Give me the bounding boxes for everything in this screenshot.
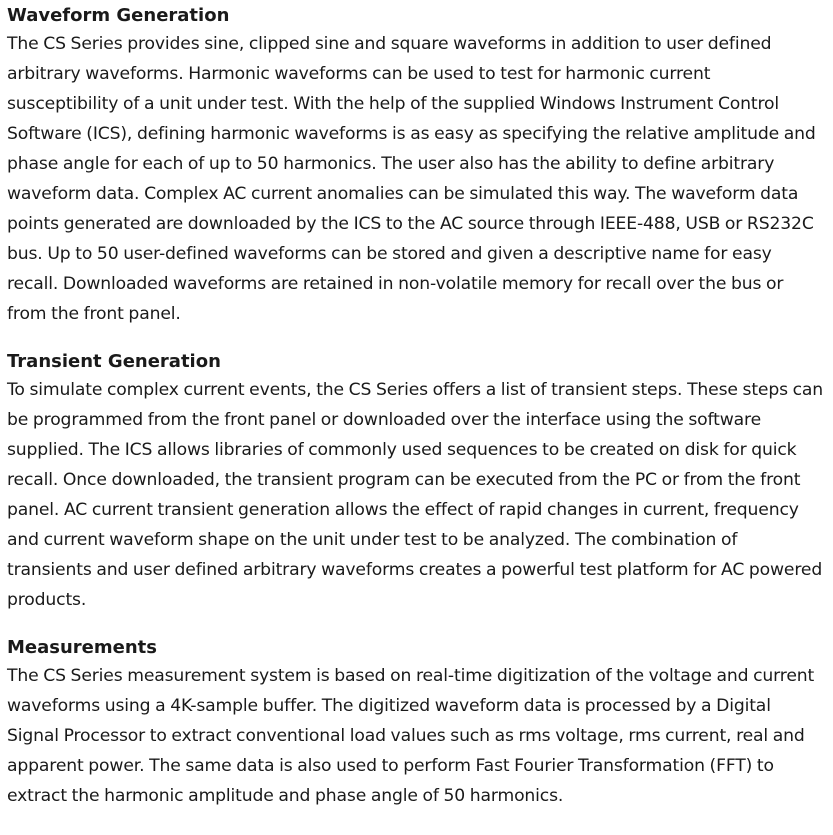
section-transient-generation: [7, 349, 825, 615]
section-body: To simulate complex current events, the CS Series offers a list of transient steps. These steps can be programmed from the front panel or downloaded over the interface using the software supplied. The ICS allows libraries of commonly used sequences to be created on disk for quick recall. Once downloaded, the transient program can be executed from the PC or from the front panel. AC current transient generation allows the effect of rapid changes in current, frequency and current waveform shape on the unit under test to be analyzed. The combination of transients and user defined arbitrary waveforms creates a powerful test platform for AC powered products.: [7, 380, 824, 610]
section-heading: Measurements: [7, 637, 157, 658]
section-body: The CS Series measurement system is based on real-time digitization of the voltage and current waveforms using a 4K-sample buffer. The digitized waveform data is processed by a Digital Signal Processor to extract conventional load values such as rms voltage, rms current, real and apparent power. The same data is also used to perform Fast Fourier Transformation (FFT) to extract the harmonic amplitude and phase angle of 50 harmonics.: [7, 666, 815, 806]
section-body: The CS Series provides sine, clipped sine and square waveforms in addition to user defined arbitrary waveforms. Harmonic waveforms can be used to test for harmonic current susceptibility of a unit under test. With the help of the supplied Windows Instrument Control Software (ICS), defining harmonic waveforms is as easy as specifying the relative amplitude and phase angle for each of up to 50 harmonics. The user also has the ability to define arbitrary waveform data. Complex AC current anomalies can be simulated this way. The waveform data points generated are downloaded by the ICS to the AC source through IEEE-488, USB or RS232C bus. Up to 50 user-defined waveforms can be stored and given a descriptive name for easy recall. Downloaded waveforms are retained in non-volatile memory for recall over the bus or from the front panel.: [7, 34, 816, 324]
section-measurements: [7, 635, 825, 811]
section-heading: Waveform Generation: [7, 5, 230, 26]
section-heading: Transient Generation: [7, 351, 221, 372]
section-waveform-generation: [7, 3, 825, 329]
